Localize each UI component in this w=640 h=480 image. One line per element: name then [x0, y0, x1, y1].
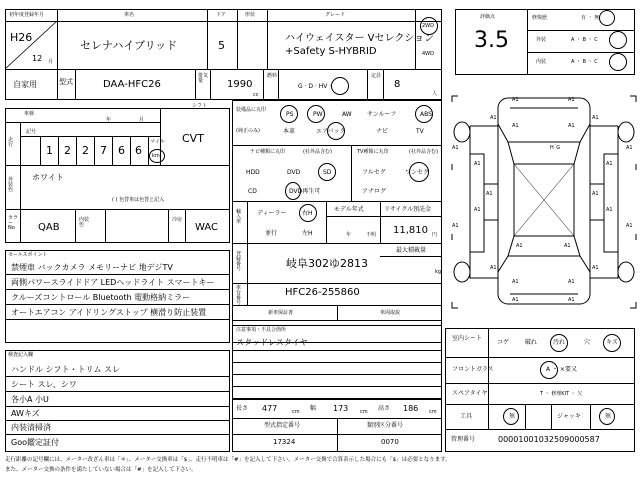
tv-title: TV種類に丸印	[357, 149, 389, 155]
width-unit: cm	[360, 409, 368, 415]
airbag-circle	[327, 122, 345, 140]
inspect-line: Goo鑑定証付	[11, 438, 59, 447]
mileage-digit: 1	[46, 144, 53, 157]
door-count: 5	[218, 39, 225, 52]
pw-circle	[307, 105, 325, 123]
displacement-unit: cc	[253, 92, 259, 98]
shift-label: シフト	[192, 103, 208, 109]
damage-mark: A1	[516, 243, 523, 249]
inspector-text: スタッドレスタイヤ	[236, 338, 308, 347]
damage-mark: A1	[568, 297, 575, 303]
capacity-label: 定員	[371, 73, 382, 79]
damage-mark: A1	[512, 123, 519, 129]
grade-score-label: 評価点	[480, 14, 496, 20]
seat-option: キズ	[606, 339, 618, 346]
damage-mark: A1	[474, 207, 481, 213]
max-load-label: 最大積載量	[396, 247, 427, 254]
equip-abs: ABS	[420, 111, 432, 118]
tools-none-circle	[503, 408, 519, 425]
inspect-line: 各小A 小U	[11, 395, 49, 404]
inspection-label: 車検	[24, 111, 35, 117]
inspect-line: AWキズ	[11, 409, 40, 418]
grade-line-1: ハイウェイスター Vセレクション	[285, 33, 435, 44]
import-parallel: 並行	[265, 230, 278, 237]
jack-label: ジャッキ	[557, 413, 581, 420]
damage-mark: A1	[626, 223, 633, 229]
damage-mark: A1	[568, 97, 575, 103]
sales-line: 禁煙車 バックカメラ メモリーナビ 地デジTV	[11, 263, 173, 272]
damage-mark: A1	[592, 115, 599, 121]
navi-note: (社外品含む)	[303, 149, 332, 155]
color-label: 外装色	[8, 177, 14, 193]
length: 477	[262, 404, 278, 413]
equipment-subtitle: (純正のみ)	[236, 128, 260, 134]
model-year-unit: 年	[346, 232, 352, 238]
damage-mark: A1	[490, 265, 497, 271]
navi-dvd: DVD	[287, 169, 301, 176]
damage-mark: A1	[452, 223, 459, 229]
damage-diagram	[450, 84, 638, 320]
color-note: ( ) 色替車は色替と記入	[112, 197, 165, 203]
ps-circle	[280, 105, 298, 123]
damage-mark: A1	[564, 243, 571, 249]
footer-note-2: また、メーター交換の条件を満たしていない場合は「#」を記入して下さい。	[5, 467, 197, 473]
equip-pw: PW	[313, 111, 323, 118]
damage-mark: A1	[626, 145, 633, 151]
grade-label: グレード	[325, 12, 346, 18]
fuel-options: G · D · HV ·	[298, 83, 332, 90]
exterior-color: ホワイト	[32, 173, 64, 182]
spare-tire-label: スペアタイヤ	[452, 390, 488, 397]
inspection-year-unit: 年	[106, 117, 112, 123]
equip-ps: PS	[286, 111, 294, 118]
navi-hdd: HDD	[246, 169, 260, 176]
overall-score: 3.5	[474, 28, 509, 53]
sales-title: セールスポイント	[8, 252, 48, 258]
interior-label: 内装	[536, 59, 547, 65]
interior-seat-label: 室内シート	[452, 335, 483, 342]
front-glass-label: フロントガラス	[452, 366, 494, 373]
seat-option: 汚れ	[553, 339, 566, 346]
chassis-no: HFC26-255860	[285, 287, 360, 298]
capacity: 8	[394, 79, 401, 90]
car-name-label: 車名	[124, 12, 135, 18]
scratch-circle	[603, 334, 621, 352]
height-unit: cm	[429, 409, 437, 415]
grade-line-2: +Safety S-HYBRID	[285, 46, 377, 57]
color-no-label: カラーNo	[8, 215, 19, 231]
tv-fullseg: フルセグ	[362, 169, 386, 176]
equip-aw: AW	[342, 111, 352, 118]
recycle-label: リサイクル預託金	[384, 206, 432, 213]
approval-label: 型式指定番号	[264, 422, 301, 429]
damage-mark: A1	[512, 97, 519, 103]
tools-option: 無	[509, 413, 516, 420]
interior-c-circle	[609, 53, 627, 71]
damage-mark: A1	[452, 145, 459, 151]
reg-no-label: 登録番号	[236, 251, 242, 272]
chassis-label: 車台番号	[236, 285, 242, 306]
sales-line: オートエアコン アイドリングストップ 横滑り防止装置	[11, 308, 207, 317]
new-car-warranty: 新車保証書	[268, 310, 294, 316]
car-outline-icon	[450, 84, 638, 320]
mgmt-no: 00001001032509000587	[498, 435, 600, 444]
km-label: km	[152, 153, 160, 159]
reg-no: 岐阜302ゆ2813	[286, 257, 368, 270]
equipment-title: 装備品に丸印	[236, 107, 267, 113]
mileage-digit: 6	[118, 144, 125, 157]
windshield-mark: H´G	[550, 145, 561, 151]
interior-color-label: 内装色	[79, 217, 90, 228]
exterior-label: 外装	[536, 37, 547, 43]
damage-mark: A1	[474, 161, 481, 167]
jack-option: 無	[605, 413, 612, 420]
equip-navi: ナビ	[376, 128, 389, 135]
import-handle-r: 右H	[302, 210, 313, 217]
handle-r-circle	[299, 204, 317, 222]
tv-oneseg: ワンセグ	[405, 169, 430, 176]
mile-label: マイル	[150, 139, 165, 145]
exterior-options: A ・ B ・ C	[571, 37, 598, 43]
import-handle-l: 左H	[302, 230, 313, 237]
first-reg-label: 初年度登録年月	[9, 12, 45, 18]
damage-mark: A1	[568, 123, 575, 129]
height-label: 高さ	[378, 405, 391, 412]
front-glass-options: A ・ ×要又	[546, 366, 577, 373]
length-unit: cm	[292, 409, 300, 415]
category-no: 0070	[381, 438, 399, 446]
inspect-line: 内装清掃済	[11, 423, 51, 432]
seat-option: コゲ	[497, 339, 510, 346]
height: 186	[403, 404, 419, 413]
category-label: 類別区分番号	[367, 422, 404, 429]
mileage-digit: 2	[82, 144, 89, 157]
displacement: 1990	[227, 79, 253, 90]
approval-no: 17324	[273, 438, 296, 446]
inspect-title: 検査記入欄	[8, 352, 34, 358]
model-code: DAA-HFC26	[103, 79, 161, 90]
model-year-unknown: 不明	[366, 232, 377, 238]
navi-title: ナビ種類に丸印	[250, 149, 286, 155]
mileage-digit: 6	[135, 144, 142, 157]
trim-label: 冷房	[172, 217, 183, 223]
yen-unit: 円	[432, 232, 438, 238]
kg-unit: kg	[435, 269, 442, 275]
repair-options: 有 ・ 無	[581, 15, 600, 21]
damage-mark: A1	[606, 207, 613, 213]
inspect-line: ハンドル シフト・トリム スレ	[11, 365, 121, 374]
inspect-line: シート スレ、シワ	[11, 380, 77, 389]
equip-tv: TV	[416, 128, 424, 135]
recycle-fee: 11,810	[393, 225, 428, 236]
tools-label: 工具	[460, 413, 473, 420]
mileage-digit: 2	[64, 144, 71, 157]
equip-leather: 本革	[283, 128, 296, 135]
first-reg-year: H26	[10, 31, 33, 44]
tv-note: (社外品含む)	[409, 149, 438, 155]
abs-circle	[415, 105, 433, 123]
repair-label: 修復歴	[532, 15, 548, 21]
oneseg-circle	[409, 162, 429, 182]
hv-circle	[331, 77, 349, 95]
damage-mark: A1	[486, 191, 493, 197]
no-repair-circle	[599, 10, 615, 26]
damage-mark: A1	[512, 279, 519, 285]
damage-mark: A1	[568, 279, 575, 285]
drive-2wd: 2WD	[422, 23, 434, 29]
month-unit: 月	[48, 59, 54, 65]
damage-mark: A1	[512, 297, 519, 303]
doors-label: ドア	[216, 12, 226, 18]
owners-manual: 車両取説	[380, 310, 401, 316]
spare-tire-options: T ・ 修理KIT ・ 欠	[540, 391, 583, 397]
dvd-playback-circle	[285, 182, 301, 200]
drive-4wd: 4WD	[422, 51, 434, 57]
import-dealer: ディーラー	[257, 210, 287, 217]
car-name: セレナハイブリッド	[80, 39, 178, 52]
interior-options: A ・ B ・ C	[571, 59, 598, 65]
trim: WAC	[195, 222, 218, 233]
model-label: 型式	[59, 78, 73, 86]
mileage-digit-label: 記号	[26, 129, 37, 135]
shape-label: 形状	[245, 12, 256, 18]
usage: 自家用	[13, 80, 37, 89]
capacity-unit: 人	[432, 91, 438, 97]
damage-mark: A1	[592, 191, 599, 197]
inspector-title: 注意事項・不具合箇所	[236, 327, 287, 333]
model-year-label: モデル年式	[334, 206, 364, 213]
damage-mark: A1	[606, 161, 613, 167]
fuel-label: 燃料	[267, 73, 278, 79]
sales-line: クルーズコントロール Bluetooth 電動格納ミラー	[11, 293, 191, 302]
displacement-label: 排気量	[198, 73, 209, 84]
jack-none-circle	[599, 408, 615, 425]
equip-airbag: エアバック	[316, 128, 346, 135]
length-label: 長さ	[236, 405, 249, 412]
tv-analog: アナログ	[362, 188, 387, 195]
exterior-c-circle	[609, 31, 627, 49]
import-label: 輸入車	[236, 209, 242, 225]
damage-mark: A1	[592, 265, 599, 271]
mgmt-label: 管理番号	[451, 436, 476, 443]
damage-mark: A1	[490, 115, 497, 121]
equip-sunroof: サンルーフ	[367, 111, 397, 118]
sales-line: 両側パワースライドドア LEDヘッドライト スマートキー	[11, 278, 215, 287]
first-reg-month: 12	[32, 54, 43, 63]
navi-sd: SD	[323, 169, 332, 176]
color-no: QAB	[38, 222, 60, 233]
sd-circle	[318, 163, 336, 181]
mileage-digit: 7	[100, 144, 107, 157]
footer-note-1: 走行距離の記号欄には、メーター改ざん車は「＊」、メーター交換車は「$」、走行不明車は「#」を記入して下さい。メーター交換で合算表示した場合にも「$」は必要となります。	[5, 457, 451, 463]
seat-option: 破れ	[525, 339, 538, 346]
stain-circle	[550, 334, 568, 352]
width: 173	[333, 404, 349, 413]
glass-a-circle	[540, 361, 558, 379]
navi-cd: CD	[248, 188, 257, 195]
shift: CVT	[182, 132, 204, 145]
mileage-label: 走行	[8, 137, 14, 148]
seat-option: 穴	[584, 339, 591, 346]
navi-dvd-playback: DVD再生可	[289, 188, 321, 195]
width-label: 幅	[310, 405, 317, 412]
inspection-month-unit: 月	[139, 117, 145, 123]
